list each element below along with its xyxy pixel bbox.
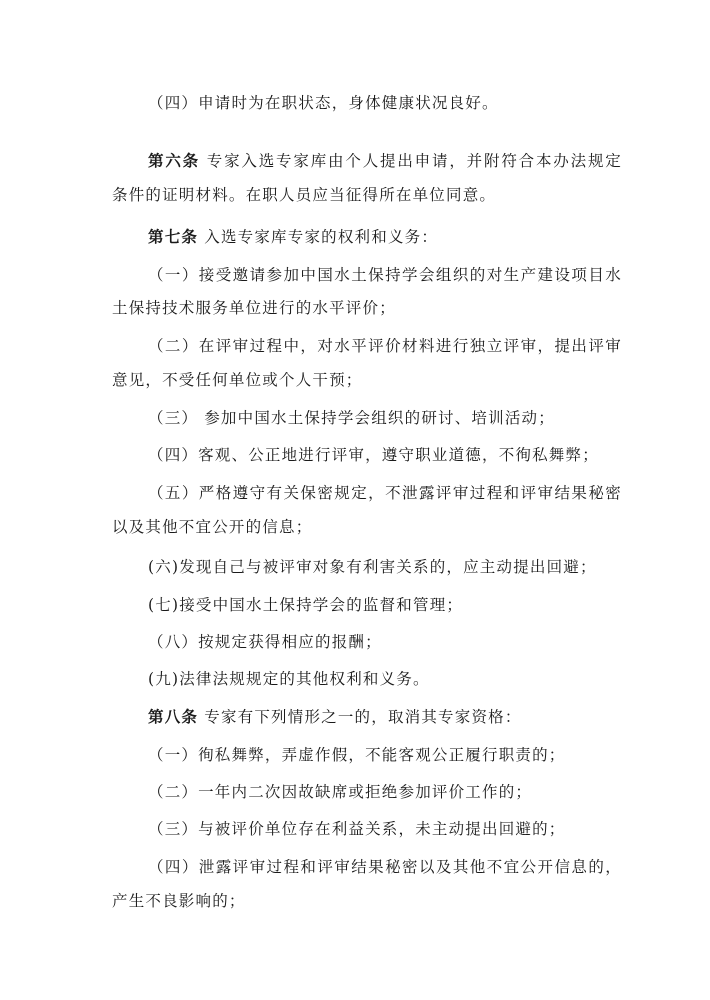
clause-text: 产生不良影响的； [112, 892, 246, 910]
article-text: 专家入选专家库由个人提出申请，并附符合本办法规定 [206, 152, 622, 170]
clause-text: （一）徇私舞弊，弄虚作假，不能客观公正履行职责的； [148, 746, 566, 764]
article-heading: 第七条 [148, 227, 199, 246]
clause-line [148, 335, 622, 357]
clause-continuation [112, 369, 622, 391]
article-heading: 第八条 [148, 707, 199, 726]
article-text: 专家有下列情形之一的，取消其专家资格： [204, 708, 522, 726]
article-heading: 第六条 [148, 151, 200, 170]
clause-text: （五）严格遵守有关保密规定，不泄露评审过程和评审结果秘密 [148, 484, 622, 502]
clause-text: （二）一年内二次因故缺席或拒绝参加评价工作的； [148, 783, 533, 801]
clause-line [148, 556, 622, 578]
clause-line [148, 444, 622, 466]
clause-line [148, 668, 622, 690]
clause-text: （二）在评审过程中，对水平评价材料进行独立评审，提出评审 [148, 337, 622, 355]
clause-line [148, 856, 622, 878]
clause-line [148, 482, 622, 504]
clause-text: (九)法律法规规定的其他权利和义务。 [148, 670, 430, 688]
clause-line [148, 631, 622, 653]
clause-continuation [112, 297, 622, 319]
clause-continuation [112, 890, 622, 912]
article-text: 条件的证明材料。在职人员应当征得所在单位同意。 [112, 186, 497, 204]
clause-text: （四）客观、公正地进行评审，遵守职业道德，不徇私舞弊； [148, 446, 599, 464]
clause-text: （一）接受邀请参加中国水土保持学会组织的对生产建设项目水 [148, 266, 622, 284]
clause-text: 意见，不受任何单位或个人干预； [112, 371, 363, 389]
article-8-line [148, 706, 622, 728]
clause-text: （三）与被评价单位存在利益关系，未主动提出回避的； [148, 820, 566, 838]
clause-line [148, 744, 622, 766]
article-7-line [148, 226, 622, 248]
clause-text: （四）申请时为在职状态，身体健康状况良好。 [148, 94, 499, 112]
clause-text: 土保持技术服务单位进行的水平评价； [112, 299, 396, 317]
clause-text: (六)发现自己与被评审对象有利害关系的，应主动提出回避； [148, 558, 597, 576]
article-6-line [148, 150, 622, 172]
clause-line [148, 594, 622, 616]
clause-line [148, 264, 622, 286]
clause-text: （三） 参加中国水土保持学会组织的研讨、培训活动； [148, 409, 555, 427]
clause-text: 以及其他不宜公开的信息； [112, 518, 313, 536]
clause-line [148, 818, 622, 840]
clause-continuation [112, 516, 622, 538]
article-text: 入选专家库专家的权利和义务： [204, 228, 439, 246]
clause-text: （四）泄露评审过程和评审结果秘密以及其他不宜公开信息的， [148, 858, 622, 876]
clause-line [148, 781, 622, 803]
clause-line [148, 407, 622, 429]
article-6-continuation [112, 184, 622, 206]
clause-text: （八）按规定获得相应的报酬； [148, 633, 382, 651]
clause-text: (七)接受中国水土保持学会的监督和管理； [148, 596, 464, 614]
clause-line [148, 92, 622, 114]
